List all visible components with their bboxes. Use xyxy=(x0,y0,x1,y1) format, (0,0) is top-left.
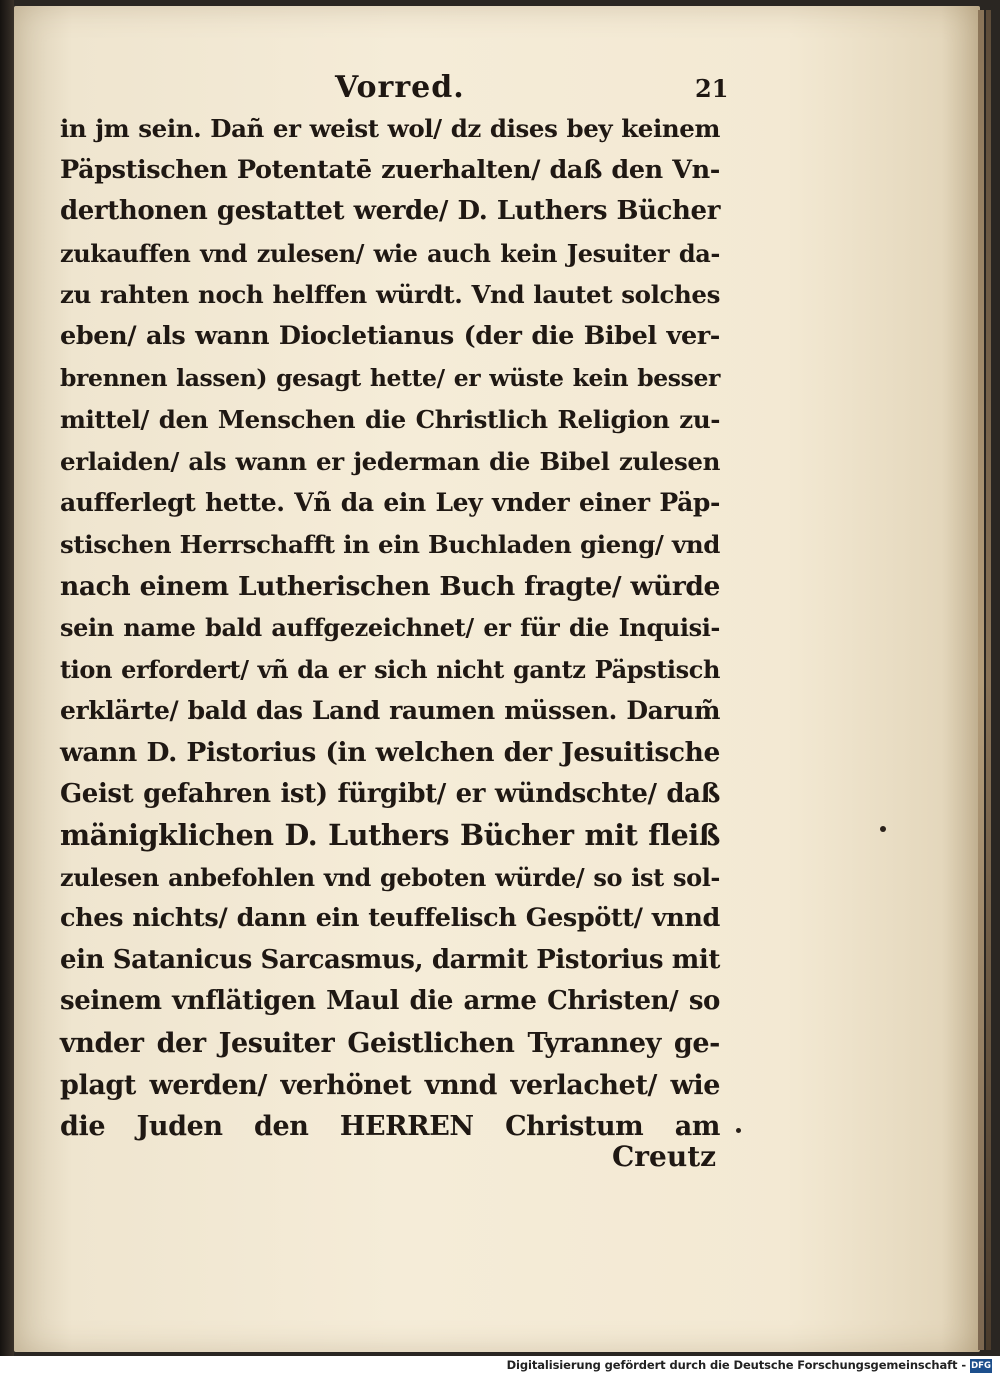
text-line: ein Satanicus Sarcasmus, darmit Pistorius mit xyxy=(60,944,721,975)
funding-credit: Digitalisierung gefördert durch die Deutsche Forschungsgemeinschaft - xyxy=(506,1358,966,1372)
text-line: mänigklichen D. Luthers Bücher mit fleiß xyxy=(60,818,720,853)
footer-bar xyxy=(0,1356,1000,1378)
catchword: Creutz xyxy=(612,1140,717,1173)
show-through-text xyxy=(728,508,878,668)
text-line: ches nichts/ dann ein teuffelisch Gespött/ vnnd xyxy=(60,903,720,934)
binding-shadow xyxy=(0,0,14,1356)
page-header xyxy=(0,70,1000,110)
page-edge xyxy=(978,10,984,1350)
text-line: derthonen gestattet werde/ D. Luthers Bücher xyxy=(60,196,720,227)
text-line: aufferlegt hette. Vñ da ein Ley vnder einer Päp- xyxy=(60,488,720,518)
ink-spot xyxy=(880,826,886,832)
body-text xyxy=(60,108,720,1148)
text-line: erlaiden/ als wann er jederman die Bibel zulesen xyxy=(60,446,720,476)
text-line: erklärte/ bald das Land raumen müssen. Darum̃ xyxy=(60,696,720,726)
text-line: eben/ als wann Diocletianus (der die Bibel ver- xyxy=(60,320,720,351)
text-line: mittel/ den Menschen die Christlich Religion zu- xyxy=(60,405,720,435)
text-line: vnder der Jesuiter Geistlichen Tyranney ge- xyxy=(60,1028,720,1060)
text-line: die Juden den HERREN Christum am xyxy=(60,1111,720,1143)
dfg-logo-icon: DFG xyxy=(971,1361,991,1371)
page-edge-outer xyxy=(986,10,991,1350)
text-line: plagt werden/ verhönet vnnd verlachet/ wie xyxy=(60,1069,720,1101)
text-line: Päpstischen Potentatē zuerhalten/ daß den Vn- xyxy=(60,154,720,185)
text-line: zukauffen vnd zulesen/ wie auch kein Jesuiter da- xyxy=(60,238,720,268)
text-line: brennen lassen) gesagt hette/ er wüste kein besser xyxy=(60,363,720,392)
page-number: 21 xyxy=(695,74,729,103)
text-line: stischen Herrschafft in ein Buchladen gieng/ vnd xyxy=(60,529,720,559)
text-line: zulesen anbefohlen vnd geboten würde/ so ist sol- xyxy=(60,862,720,892)
ink-spot xyxy=(736,1128,741,1133)
text-line: nach einem Lutherischen Buch fragte/ würde xyxy=(60,570,720,602)
running-head: Vorred. xyxy=(335,70,465,105)
text-line: sein name bald auffgezeichnet/ er für die Inquisi- xyxy=(60,613,720,643)
text-line: zu rahten noch helffen würdt. Vnd lautet solches xyxy=(60,280,720,310)
text-line: Geist gefahren ist) fürgibt/ er wündschte/ daß xyxy=(60,778,720,809)
text-line: in jm sein. Dañ er weist wol/ dz dises bey keinem xyxy=(60,114,720,143)
text-line: wann D. Pistorius (in welchen der Jesuitische xyxy=(60,736,720,768)
text-line: tion erfordert/ vñ da er sich nicht gantz Päpstisch xyxy=(60,654,720,684)
text-line: seinem vnflätigen Maul die arme Christen/ so xyxy=(60,986,720,1017)
